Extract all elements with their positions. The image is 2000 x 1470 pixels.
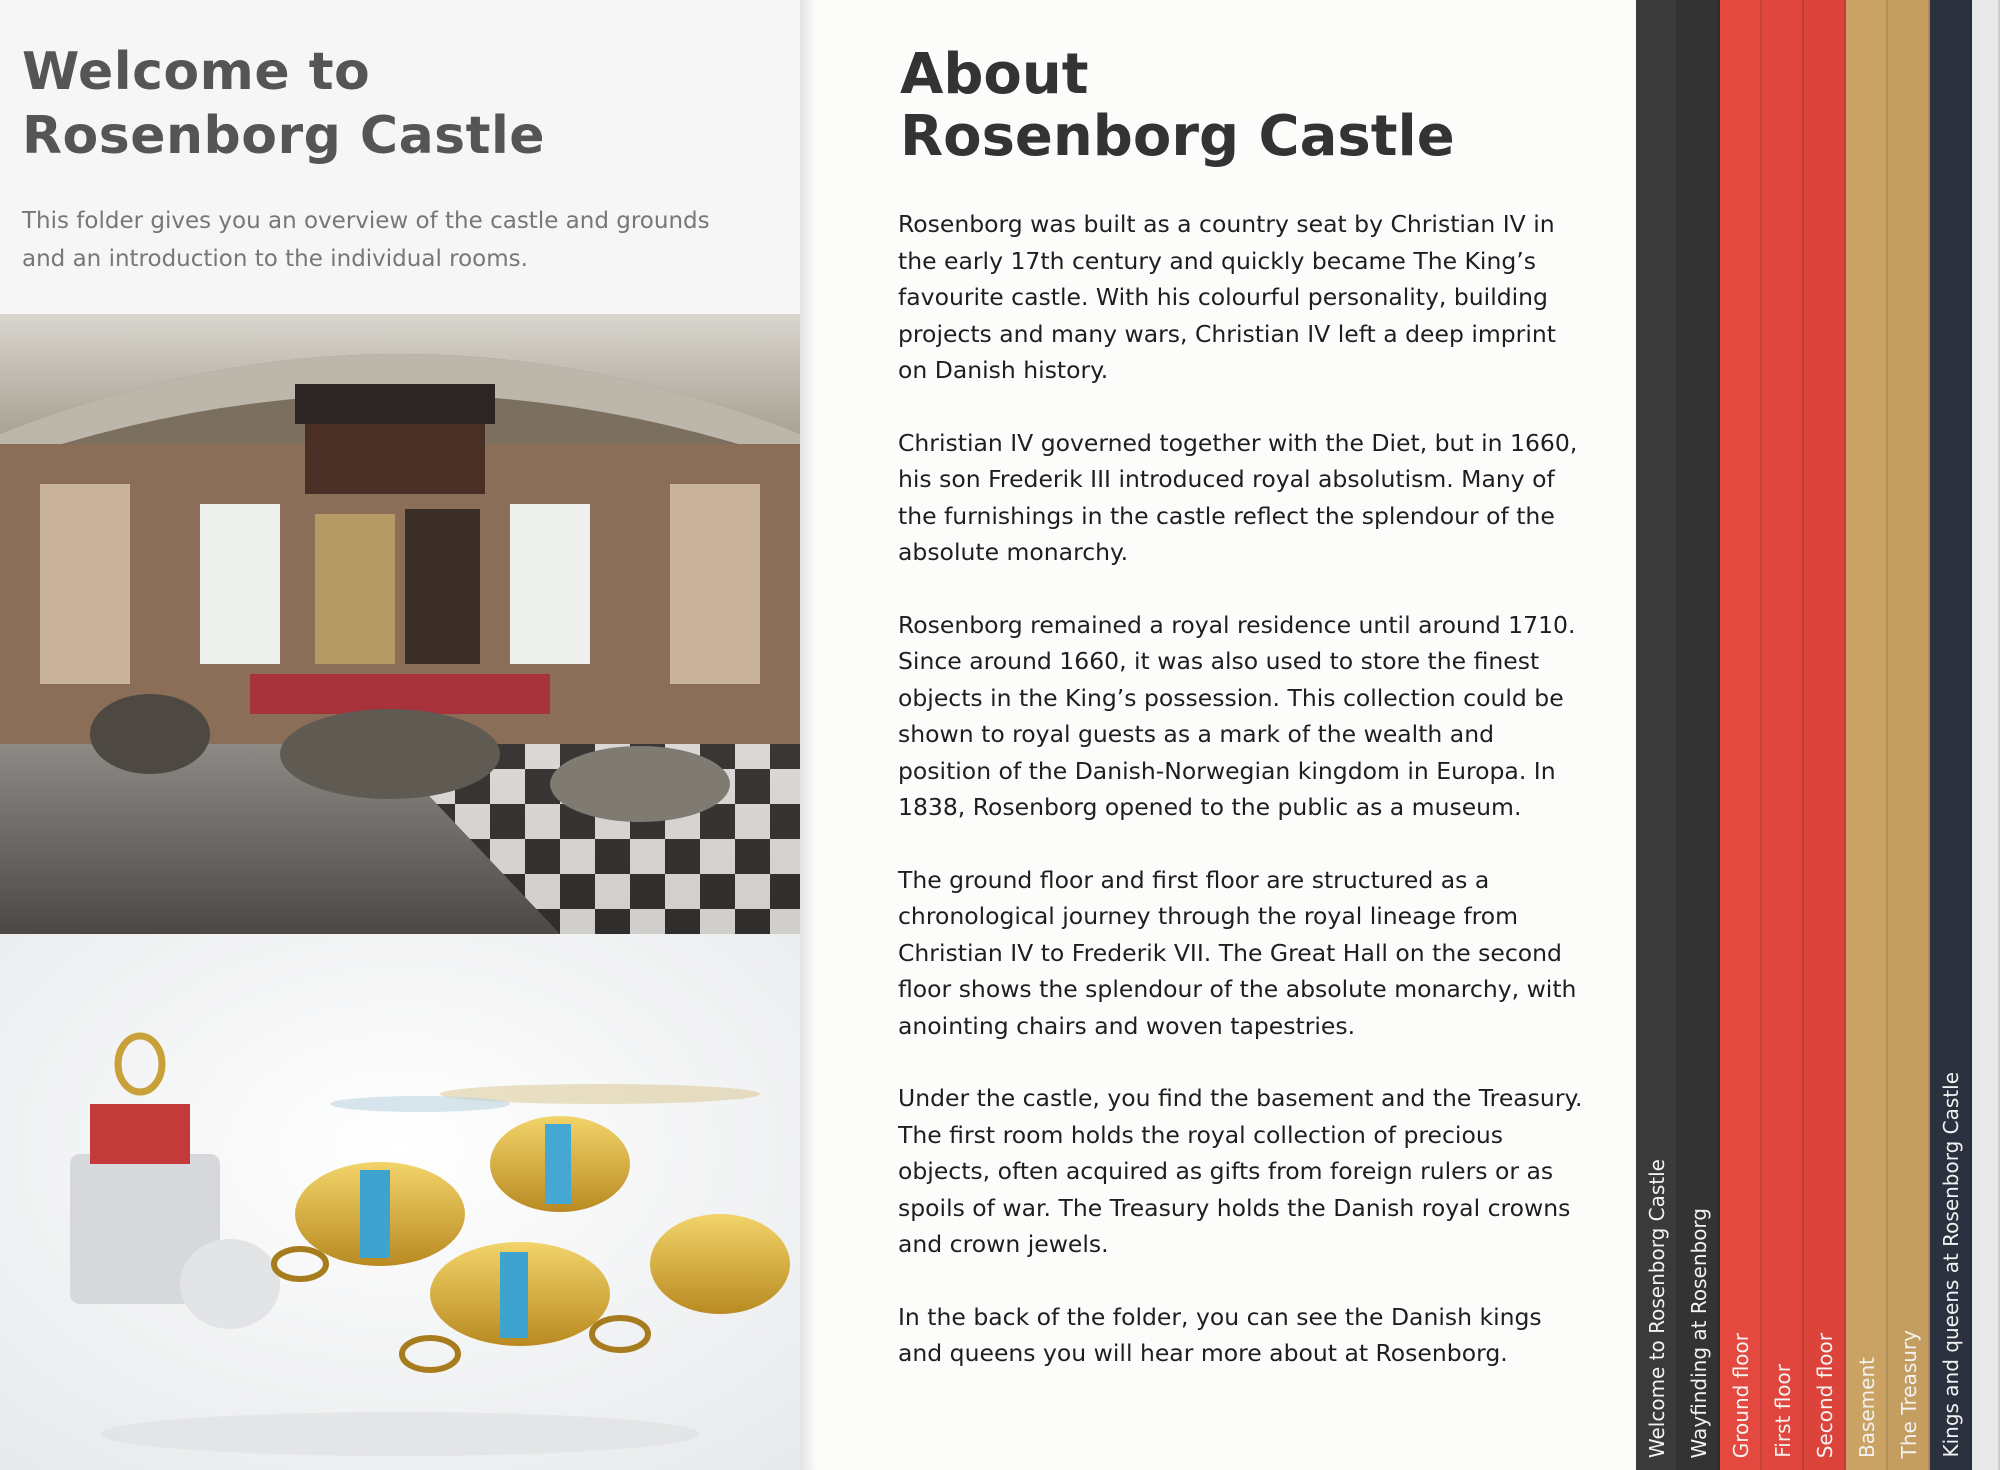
tab-label: The Treasury (1897, 1329, 1921, 1458)
about-paragraph: Under the castle, you find the basement and the Treasury. The first room holds the royal collection of precious objects, often acquired as gifts from foreign rulers or as spoils of war. The Treasury holds the Danish royal crowns and crown jewels. (898, 1084, 1583, 1258)
welcome-title-line-2: Rosenborg Castle (22, 106, 546, 166)
welcome-intro-line-2: and an introduction to the individual rooms. (22, 246, 528, 272)
welcome-intro-line-1: This folder gives you an overview of the castle and grounds (22, 208, 710, 234)
about-title (900, 44, 1600, 168)
tab-label: Kings and queens at Rosenborg Castle (1939, 1072, 1963, 1458)
tab-wayfinding[interactable] (1678, 0, 1720, 1470)
left-page (0, 0, 800, 1470)
throne-room-illustration (0, 314, 800, 934)
elephant-order-illustration (0, 934, 800, 1470)
throne-room-photo (0, 314, 800, 934)
tab-first-floor[interactable] (1762, 0, 1804, 1470)
tab-back-cover (1972, 0, 2000, 1470)
tab-label: Second floor (1813, 1332, 1837, 1458)
about-paragraph: The ground floor and first floor are structured as a chronological journey through the royal lineage from Christian IV to Frederik VII. The Great Hall on the second floor shows the splendour of the absolute monarchy, with anointing chairs and woven tapestries. (898, 865, 1577, 1040)
tab-second-floor[interactable] (1804, 0, 1846, 1470)
about-title-line-1: About (900, 42, 1089, 107)
welcome-intro (22, 202, 782, 278)
tab-treasury[interactable] (1888, 0, 1930, 1470)
section-tabs (1636, 0, 2000, 1470)
about-body (898, 206, 1588, 1408)
tab-basement[interactable] (1846, 0, 1888, 1470)
right-page (816, 0, 1636, 1470)
elephant-order-photo (0, 934, 800, 1470)
about-paragraph: Christian IV governed together with the Diet, but in 1660, his son Frederik III introduced royal absolutism. Many of the furnishings in the castle reflect the splendour of the absolute monarchy. (898, 428, 1578, 566)
about-title-line-2: Rosenborg Castle (900, 104, 1455, 169)
tab-label: Ground floor (1729, 1332, 1753, 1458)
tab-label: Wayfinding at Rosenborg (1687, 1207, 1711, 1458)
about-paragraph: Rosenborg remained a royal residence until around 1710. Since around 1660, it was also used to store the finest objects in the King’s possession. This collection could be shown to royal guests as a mark of the wealth and position of the Danish-Norwegian kingdom in Europa. In 1838, Rosenborg opened to the public as a museum. (898, 610, 1576, 821)
folder-spine (800, 0, 816, 1470)
about-paragraph: In the back of the folder, you can see the Danish kings and queens you will hear more about at Rosenborg. (898, 1302, 1542, 1367)
tab-label: Basement (1855, 1356, 1879, 1458)
about-paragraph: Rosenborg was built as a country seat by Christian IV in the early 17th century and quickly became The King’s favourite castle. With his colourful personality, building projects and many wars, Christian IV left a deep imprint on Danish history. (898, 210, 1556, 384)
tab-welcome[interactable] (1636, 0, 1678, 1470)
welcome-title (22, 40, 782, 168)
welcome-title-line-1: Welcome to (22, 42, 371, 102)
tab-label: First floor (1771, 1364, 1795, 1458)
tab-label: Welcome to Rosenborg Castle (1645, 1158, 1669, 1458)
tab-kings-and-queens[interactable] (1930, 0, 1972, 1470)
tab-ground-floor[interactable] (1720, 0, 1762, 1470)
